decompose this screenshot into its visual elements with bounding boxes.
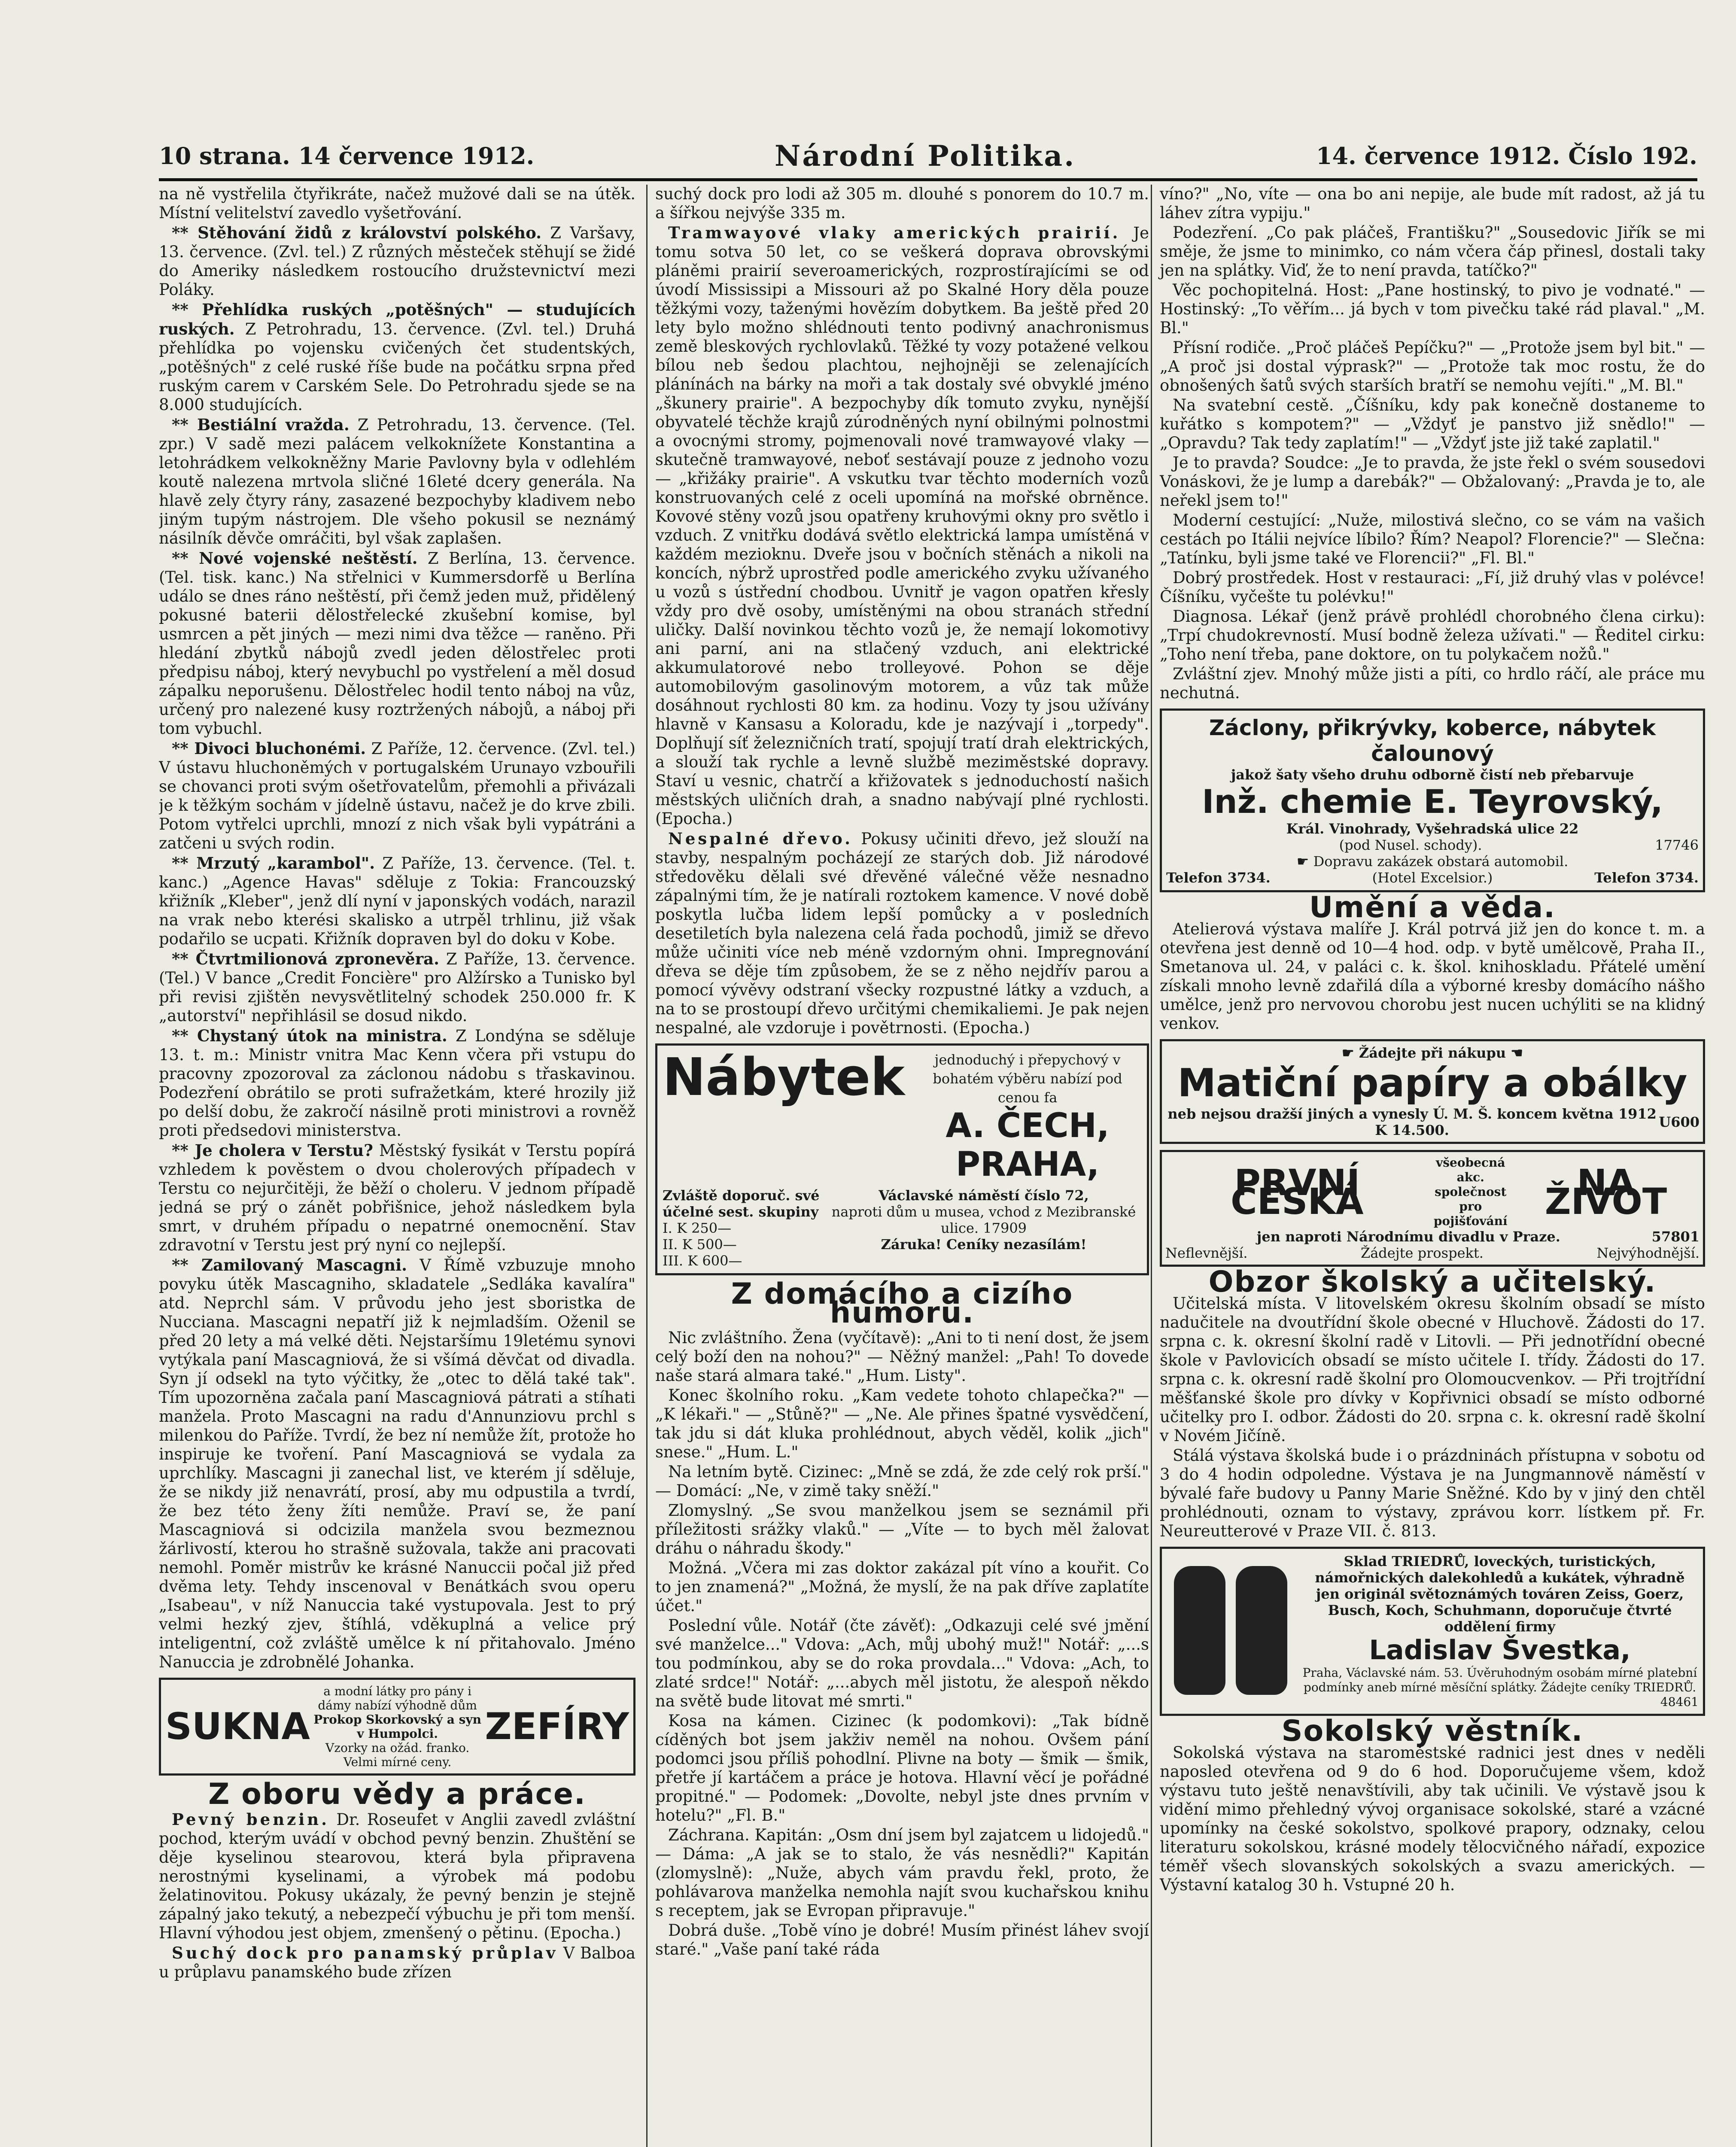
section-title-sokol: Sokolský věstník. <box>1281 1714 1584 1748</box>
humor-item: Záchrana. Kapitán: „Osm dní jsem byl zajatcem u lidojedů." — Dáma: „A jak se to stalo, že vás nesnědli?" Kapitán (zlomyslně): „Nuže, abych vám pravdu řekl, proto, že pohlávarova manželka nemohla najít svou kuchařskou knihu s receptem, jak se Evropan připravuje." <box>655 1826 1149 1920</box>
article-head: ** Mrzutý „karambol". <box>172 854 375 873</box>
section-title-obzor: Obzor školský a učitelský. <box>1208 1265 1657 1299</box>
article-text: Z Berlína, 13. července. (Tel. tisk. kanc.) Na střelnici v Kummersdorfě u Berlína událo se dnes ráno neštěstí, při čemž jeden muž, přidělený pokusné baterii dělostřelecké zkušební komise, byl usmrcen a pět jiných — mezi nimi dva těžce — raněno. Při hledání zbytků nábojů zvedl jeden dělostřelec proti předpisu náboj, který nevybuchl po vystřelení a měl dosud zápalku neporušenu. Dělostřelec hodil tento náboj na vůz, určený pro nalezené kusy roztržených nábojů, a náboj při tom vybuchl. <box>159 549 635 738</box>
article-text: Učitelská místa. V litovelském okresu školním obsadí se místo nadučitele na dvoutřídní škole obecné v Hluchově. Žádosti do 17. srpna c. k. okresní školní radě v Litovli. — Při jednotřídní obecné škole v Pavlovicích obsadí se místo učitele I. třídy. Žádosti do 17. srpna c. k. okresní radě školní pro Olomoucvenkov. — Při trojtřídní měšťanské škole pro dívky v Kopřivnici obsadí se místo odborné učitelky pro I. odbor. Žádosti do 20. srpna c. k. okresní radě školní v Novém Jičíně. <box>1160 1294 1705 1445</box>
section-title-veda: Z oboru vědy a práce. <box>208 1777 586 1811</box>
ad-nabytek-top-text: jednoduchý i přepychový v bohatém výběru nabízí pod cenou fa <box>933 1052 1122 1106</box>
humor-list <box>655 1329 1149 1959</box>
humor-item: Kosa na kámen. Cizinec (k podomkovi): „Tak bídně cíděných bot jsem jakživ neměl na nohou. Ovšem pání podomci jsou příliš pohodlní. Plivne na boty — šmik — šmik, přetře jí kartáčem a práce je hotova. Hlavní věcí je pořádné propitné." — Podomek: „Dovolte, nebyl jste dnes prvním v hotelu?" „Fl. B." <box>655 1712 1149 1825</box>
ad-teyrovsky-num: 17746 <box>1655 837 1699 853</box>
ad-nabytek-bottom <box>663 1187 1142 1269</box>
article <box>159 300 635 414</box>
ad-sukna-line: Vzorky na ožád. franko. <box>325 1741 470 1755</box>
article-text: Z Paříže, 12. července. (Zvl. tel.) V ústavu hluchoněmých v portugalském Urunayo vzbouřili se chovanci proti svým ošetřovatelům, přemohli a přivázali je k těžkým sochám v jídelně ústavu, načež je do krve zbili. Potom vytřelci uprchli, mnozí z nich však byli vypátráni a zatčeni u svých rodin. <box>159 739 635 852</box>
article-text: Stálá výstava školská bude i o prázdninách přístupna v sobotu od 3 do 4 hodin odpoledne. Výstava je na Jungmannově náměstí v bývalé faře budovy u Panny Marie Sněžné. Kdo by v jiný den chtěl prohlédnouti, oznam to výstavy, zprávou korr. lístkem př. Fr. Neureutterové v Praze VII. č. 813. <box>1160 1446 1705 1540</box>
article-head: ** Bestiální vražda. <box>172 415 350 434</box>
ad-teyrovsky-addr: Král. Vinohrady, Vyšehradská ulice 22 <box>1286 821 1579 837</box>
ad-nabytek-address <box>826 1187 1142 1253</box>
humor-item: Moderní cestující: „Nuže, milostivá slečno, co se vám na vašich cestách po Itálii nejvíce líbilo? Řím? Neapol? Florencie?" — Slečna: „Tatínku, byli jsme také ve Florencii?" „Fl. Bl." <box>1160 511 1705 567</box>
humor-item: Nic zvláštního. Žena (vyčítavě): „Ani to ti není dost, že jsem celý boží den na nohou?" — Něžný manžel: „Pah! To dovede naše stará almara také." „Hum. Listy". <box>655 1329 1149 1385</box>
binoculars-icon <box>1166 1553 1295 1695</box>
ad-sukna <box>159 1678 635 1776</box>
ad-sukna-firm: Prokop Skorkovský a syn <box>313 1712 482 1727</box>
ad-prvni-ceska-l2: Žádejte prospekt. <box>1360 1245 1484 1261</box>
ad-prvni-ceska-l1: Neflevnější. <box>1165 1245 1248 1261</box>
article-head: ** Chystaný útok na ministra. <box>172 1026 447 1045</box>
ad-teyrovsky-head: Záclony, přikrývky, koberce, nábytek čalounový <box>1209 715 1656 766</box>
header-right: 14. července 1912. Číslo 192. <box>1316 142 1697 170</box>
article-head: Suchý dock pro panamský průplav <box>172 1943 558 1962</box>
ad-nabytek-firm: A. ČECH, PRAHA, <box>946 1107 1110 1184</box>
humor-item: Na svatební cestě. „Číšníku, kdy pak konečně dostaneme to kuřátko s kompotem?" — „Vždyť je panstvo již snědlo!" — „Opravdu? Tak tedy zaplatím!" — „Vždyť jste již také zaplatil." <box>1160 396 1705 452</box>
ad-teyrovsky-addr2: (pod Nusel. schody). <box>1339 837 1482 853</box>
article-text: V Balboa u průplavu panamského bude zřízen <box>159 1944 635 1981</box>
page-header <box>159 133 1697 181</box>
article <box>159 949 635 1025</box>
ad-nabytek-price: III. K 600— <box>663 1253 742 1269</box>
ad-prvni-ceska-foot <box>1165 1245 1700 1261</box>
article <box>655 223 1149 828</box>
article <box>159 549 635 738</box>
article-head: Tramwayové vlaky amerických prairií. <box>668 223 1121 242</box>
article-head: ** Stěhování židů z království polského. <box>172 223 541 242</box>
article <box>159 415 635 548</box>
article-text: Z Paříže, 13. července. (Tel.) V bance „Credit Foncière" pro Alžírsko a Tunisko byl při revisi zjištěn nevysvětlitelný schodek 250.000 fr. K „autorství" nepřihlásil se dosud nikdo. <box>159 950 635 1025</box>
article-source: (Epocha.) <box>655 809 733 828</box>
article-text: Dr. Roseufet v Anglii zavedl zvláštní pochod, kterým uvádí v obchod pevný benzin. Zhuštění se děje kyselinou stearovou, která byla připravena nerostnými kyselinami, a výrobek má podobu želatinovitou. Pokusy ukázaly, že pevný benzin je stejně zápalný jako tekutý, a nebezpečí výbuchu je při tom menší. Hlavní výhodou jest objem, zmenšený o pětinu. <box>159 1810 635 1942</box>
ad-nabytek-price: I. K 250— <box>663 1220 732 1236</box>
pointing-hand-icon: ☚ <box>1511 1045 1523 1061</box>
article-head: ** Je cholera v Terstu? <box>172 1141 373 1160</box>
ad-triedro <box>1160 1547 1705 1716</box>
ad-teyrovsky-sub: jakož šaty všeho druhu odborně čistí neb přebarvuje <box>1231 766 1634 783</box>
article-text: Z Petrohradu, 13. července. (Zvl. tel.) Druhá přehlídka po vojensku cvičených čet studentských, „potěšných" z celé ruské říše bude na počátku srpna před ruským carem v Carském Sele. Do Petrohradu sjede se na 8.000 studujících. <box>159 320 635 414</box>
humor-item: Poslední vůle. Notář (čte závěť): „Odkazuji celé své jmění své manželce..." Vdova: „Ach, můj ubohý muž!" Notář: „...s tou podmínkou, aby se do roka provdala..." Vdova: „Ach, to zlaté srdce!" Notář: „...abych měl jistotu, že alespoň někdo na světě bude litovat mé smrti." <box>655 1616 1149 1710</box>
article-text: Atelierová výstava malíře J. Král potrvá již jen do konce t. m. a otevřena jest denně od 10—4 hod. odp. v bytě umělcově, Praha II., Smetanova ul. 24, v paláci c. k. škol. knihoskladu. Přátelé umění získali mnoho levně zdařilá díla a výborné kresby domácího nášho umělce, jenž pro nervovou chorobu jest nucen uchýliti se na klidný venkov. <box>1160 920 1705 1033</box>
ad-prvni-ceska <box>1160 1150 1705 1267</box>
article-head: Pevný benzin. <box>172 1810 329 1829</box>
ad-maticni <box>1160 1039 1705 1144</box>
ad-prvni-ceska-l3: Nejvýhodnější. <box>1596 1245 1700 1261</box>
pointing-hand-icon: ☛ <box>1342 1045 1354 1061</box>
article <box>655 829 1149 1037</box>
ad-triedro-name: Ladislav Švestka, <box>1369 1634 1631 1666</box>
article-text: Z Londýna se sděluje 13. t. m.: Ministr vnitra Mac Kenn včera při vstupu do pracovny zpozoroval za záclonou nádobu s třaskavinou. Podezření obrátilo se proti sufražetkám, které hrozily již po delší dobu, že zakročí násilně proti ministrovi a rovněž proti předsedovi ministerstva. <box>159 1027 635 1140</box>
ad-nabytek-prices <box>663 1187 826 1269</box>
masthead: Národní Politika. <box>775 139 1076 173</box>
humor-item: Je to pravda? Soudce: „Je to pravda, že jste řekl o svém sousedovi Vonáskovi, že je lump a darebák?" — Obžalovaný: „Pravda je to, ale neřekl jsem to!" <box>1160 453 1705 510</box>
ad-nabytek-phone: 17909 <box>983 1220 1027 1236</box>
ad-maticni-top-text: Žádejte při nákupu <box>1359 1045 1506 1061</box>
ad-prvni-ceska-left: PRVNÍ ČESKÁ <box>1230 1162 1364 1223</box>
ad-maticni-big: Matiční papíry a obálky <box>1177 1061 1687 1106</box>
ad-maticni-sub: neb nejsou dražší jiných a vynesly Ú. M. Š. koncem května 1912 K 14.500. <box>1167 1106 1657 1138</box>
humor-item: Na letním bytě. Cizinec: „Mně se zdá, že zde celý rok prší." — Domácí: „Ne, v zimě taky sněží." <box>655 1463 1149 1500</box>
article-text: V Římě vzbuzuje mnoho povyku útěk Mascagniho, skladatele „Sedláka kavalíra" atd. Neprchl sám. V průvodu jeho jest sboristka de Nucciana. Mascagni nepatří již k nejmladším. Oženil se před 20 lety a má velké děti. Nejstaršímu 19letému synovi vytýkala paní Mascagniová, že si všímá děvčat od divadla. Syn jí odsekl na tyto výčitky, že „otec to dělá také tak". Tím upozorněna začala paní Mascagniová pátrati a stíhati manžela. Proto Mascagni na radu d'Annunziovu prchl s milenkou do Paříže. Tvrdí, že bez ní nemůže žít, protože ho inspiruje ke tvoření. Paní Mascagniová se vydala za uprchlíky. Mascagni ji zanechal list, ve kterém jí sděluje, že se nikdy již nenavrátí, prosí, aby mu odpustila a tvrdí, že bez této ženy žíti nemůže. Praví se, že paní Mascagniová si odcizila manžela svou bezmeznou žárlivostí, kterou ho strašně sužovala, takže ani pracovati nemohl. Poměr mistrův ke krásné Nanuccii počal již před dvěma lety. Tehdy inscenoval v Benátkách svou operu „Isabeau", v níž Nanuccia také vystupovala. Jest to prý velmi hezký zjev, štíhlá, vděkuplná a velice prý inteligentní, což zvláště umělce k ní přitahovalo. Jméno Nanuccia je zdrobnělé Johanka. <box>159 1256 635 1671</box>
humor-item: Dobrý prostředek. Host v restauraci: „Fí, již druhý vlas v polévce! Číšníku, vyčešte tu polévku!" <box>1160 569 1705 606</box>
ad-teyrovsky-phone-right: Telefon 3734. <box>1594 870 1699 886</box>
ad-prvni-ceska-sub-row <box>1165 1229 1700 1245</box>
article-text: Je tomu sotva 50 let, co se veškerá doprava obrovskými pláněmi prairií severoamerických, rozprostírajícími se od úvodí Mississipi a Missouri až po Skalné Hory děla pouze těžkými vozy, taženými hovězím dobytkem. Ba ještě před 20 lety bylo možno shlédnouti tento podivný anachronismus země bleskových rychlovlaků. Těžké ty vozy potažené velkou bílou neb šedou plachtou, nejhojněji se zelenajících plánínách na bárky na moři a tak dostaly své obvyklé jméno „škunery prairie". A bezpochyby dík tomuto zvyku, nynější obyvatelé těchže krajů zúrodněných nyní obilnými polnostmi a ovocnými stromy, pojmenovali nové tramwayové vlaky — skutečně tramwayové, neboť sestávají pouze z jednoho vozu — „křižáky prairie". A vskutku tvar těchto moderních vozů konstruovaných celé z oceli upomíná na mořské obrněnce. Kovové stěny vozů jsou opatřeny kruhovými okny pro světlo i vzduch. Z vnitřku dodává světlo elektrická lampa umístěná v každém mezioknu. Dveře jsou v bočních stěnách a nikoli na koncích, nýbrž uprostřed podle amerického zvyku užívaného u vozů s ústřední chodbou. Uvnitř je vagon opatřen křesly vždy pro dvě osoby, umístěnými na obou stranách střední uličky. Další novinkou těchto vozů je, že nemají lokomotivy ani parní, ani na stlačený vzduch, ani elektrické akkumulatorové nebo trolleyové. Pohon se děje automobilovým gasolinovým motorem, a vůz tak může dosáhnout rychlosti 80 km. za hodinu. Vozy ty jsou užívány hlavně v Kansasu a Koloradu, kde je nazývají i „torpedy". Doplňují síť železničních tratí, spojují tratí drah elektrických, a slouží tak rychle a levně službě meziměstské dopravy. Staví u vesnic, chatrčí a křižovatek s jednoduchostí našich městských uličních drah, a snadno nabývají plné rychlosti. <box>655 224 1149 809</box>
ad-prvni-ceska-top <box>1165 1156 1700 1229</box>
humor-item: Věc pochopitelná. Host: „Pane hostinský, to pivo je vodnaté." — Hostinský: „To věřím... já bych v tom pivečku také rád plaval." „M. Bl." <box>1160 281 1705 337</box>
column-1 <box>159 185 635 2147</box>
article <box>159 1810 635 1943</box>
section-title-umeni: Umění a věda. <box>1309 891 1556 924</box>
article-head: ** Zamilovaný Mascagni. <box>172 1256 407 1274</box>
article-head: ** Přehlídka ruských „potěšných" — studujících ruských. <box>159 300 635 338</box>
ad-sukna-line: Velmi mírné ceny. <box>344 1755 452 1769</box>
ad-prvni-ceska-sub: jen naproti Národnímu divadlu v Praze. <box>1256 1229 1560 1245</box>
column-2 <box>646 185 1149 2147</box>
ad-nabytek-price: II. K 500— <box>663 1236 737 1253</box>
article-text: na ně vystřelila čtyřikráte, načež mužové dali se na útěk. Místní velitelství zavedlo vyšetřování. <box>159 185 635 222</box>
humor-item: Zvláštní zjev. Mnohý může jisti a píti, co hrdlo ráčí, ale práce mu nechutná. <box>1160 665 1705 702</box>
humor-item: Konec školního roku. „Kam vedete tohoto chlapečka?" — „K lékaři." — „Stůně?" — „Ne. Ale přines špatné vysvědčení, tak jdu si dát kluka prohlédnout, abych věděl, kolik „jich" snese." „Hum. L." <box>655 1386 1149 1461</box>
ad-prvni-ceska-mid: všeobecná akc. společnost pro pojišťování <box>1433 1156 1508 1228</box>
ad-sukna-right: ZEFÍRY <box>485 1705 629 1748</box>
article-text: Městský fysikát v Terstu popírá vzhledem k pověstem o dvou cholerových případech v Terstu co nejurčitěji, že běží o choleru. V jednom případě jedná se prý o zánět pobřišnice, jehož následkem byla smrt, v druhém případu o nepatrné onemocnění. Stav zdravotní v Terstu jest prý nyní co nejlepší. <box>159 1141 635 1254</box>
article-source: (Epocha.) <box>544 1924 621 1942</box>
ad-nabytek-foot: Záruka! Ceníky nezasílám! <box>881 1236 1087 1253</box>
ad-teyrovsky-phone-left: Telefon 3734. <box>1166 870 1271 886</box>
ad-teyrovsky-phones <box>1166 870 1699 886</box>
article <box>159 223 635 299</box>
ad-sukna-left: SUKNA <box>165 1705 310 1748</box>
ad-prvni-ceska-num: 57801 <box>1651 1229 1700 1245</box>
ad-teyrovsky-transport <box>1166 853 1699 870</box>
ad-nabytek-addr1: Václavské náměstí číslo 72, <box>879 1187 1089 1204</box>
ad-sukna-line: a modní látky pro pány i dámy nabízí výhodně dům <box>318 1684 477 1712</box>
article <box>159 1256 635 1672</box>
article <box>159 1943 635 1982</box>
article-text: Pokusy učiniti dřevo, jež slouží na stavby, nespalným pocházejí ze starých dob. Již národové středověku dělali své dřevěné válečné věže nesnadno zápalnými tím, že je natírali roztokem kamence. V nové době poskytla lučba lidem lepší pomůcky a v posledních desetiletích byla nalezena celá řada pochodů, jimiž se dřevo může učiniti více neb méně vzdorným ohni. Impregnování dřeva se děje tím způsobem, že se z něho nejdřív parou a pomocí vývěvy odstraní všecky rozpustné látky a vzduch, a na to se prostoupí dřevo určitými chemikaliemi. Je pak nejen nespalné, ale vzdoruje i povětrnosti. <box>655 830 1149 1037</box>
column-3 <box>1151 185 1705 2147</box>
ad-teyrovsky-transport-text: Dopravu zakázek obstará automobil. <box>1313 853 1569 870</box>
article <box>159 854 635 949</box>
article-text: Sokolská výstava na staroměstské radnici jest dnes v neděli naposled otevřena od 9 do 6 hod. Doporučujeme všem, kdož výstavu tuto ještě nenavštívili, aby tak učinili. Ve výstavě jsou k vidění mimo přehledný vývoj organisace sokolské, staré a vzácné upomínky na české sokolstvo, spolkové prapory, odznaky, celou literaturu sokolskou, krásné modely tělocvičného nářadí, expozice téměř všech slovanských sokolských a svazu amerických. — Výstavní katalog 30 h. Vstupné 20 h. <box>1160 1743 1705 1894</box>
humor-item: Přísní rodiče. „Proč pláčeš Pepíčku?" — „Protože jsem byl bit." — „A proč jsi dostal výprask?" — „Protože tak moc rostu, že do obnošených šatů svých starších bratří se nemohu vejíti." „M. Bl." <box>1160 338 1705 395</box>
header-left: 10 strana. 14 července 1912. <box>159 142 535 170</box>
ad-nabytek <box>655 1043 1149 1275</box>
humor-item: Možná. „Včera mi zas doktor zakázal pít víno a kouřit. Co to jen znamená?" „Možná, že myslí, že na pak dříve zaplatíte účet." <box>655 1559 1149 1615</box>
ad-maticni-row <box>1165 1106 1700 1138</box>
ad-nabytek-right <box>913 1050 1142 1184</box>
article-text: Z Petrohradu, 13. července. (Tel. zpr.) V sadě mezi palácem velkoknížete Konstantina a letohrádkem velkokněžny Marie Pavlovny byla v odlehlém koutě nalezena mrtvola sličné 16leté dcery generála. Na hlavě zely čtyry rány, zasazené bezpochyby kladivem nebo jiným tupým nástrojem. Dle všeho pokusil se neznámý násilník děvče omráčiti, byl však zaplašen. <box>159 416 635 547</box>
humor-item: víno?" „No, víte — ona bo ani nepije, ale bude mít radost, až já tu láhev zítra vypiju." <box>1160 185 1705 222</box>
ad-teyrovsky-row <box>1166 837 1699 853</box>
article-head: ** Divoci bluchonémi. <box>172 739 366 758</box>
ad-triedro-num: 48461 <box>1660 1695 1699 1709</box>
ad-teyrovsky <box>1160 709 1705 892</box>
ad-nabytek-addr2: naproti dům u musea, vchod z Mezibranské ulice. <box>831 1204 1136 1236</box>
ad-sukna-town: v Humpolci. <box>357 1727 438 1741</box>
article <box>159 1141 635 1255</box>
ad-maticni-top <box>1165 1045 1700 1061</box>
article-head: ** Nové vojenské neštěstí. <box>172 549 418 568</box>
article-head: ** Čtvrtmilionová zpronevěra. <box>172 949 440 968</box>
article-text: suchý dock pro lodi až 305 m. dlouhé s ponorem do 10.7 m. a šířkou nejvýše 335 m. <box>655 185 1149 222</box>
section-title-humor: Z domácího a cizího humoru. <box>731 1277 1073 1330</box>
humor-item: Dobrá duše. „Tobě víno je dobré! Musím přinést láhev svojí staré." „Vaše paní také ráda <box>655 1921 1149 1958</box>
article-text: Z Varšavy, 13. července. (Zvl. tel.) Z různých městeček stěhují se židé do Ameriky následkem rostoucího družstevnictví mezi Poláky. <box>159 224 635 299</box>
article <box>159 739 635 853</box>
humor-continued <box>1160 185 1705 702</box>
ad-maticni-num: U600 <box>1659 1114 1700 1130</box>
ad-triedro-text <box>1301 1553 1699 1709</box>
ad-sukna-middle <box>310 1684 485 1769</box>
ad-teyrovsky-name: Inž. chemie E. Teyrovský, <box>1202 782 1663 821</box>
ad-triedro-addr: Praha, Václavské nám. 53. Úvěruhodným osobám mírné platební podmínky aneb mírné měsíční splátky. Žádejte ceníky TRIEDRŮ. <box>1302 1666 1697 1694</box>
pointing-hand-icon: ☛ <box>1296 853 1309 870</box>
ad-prvni-ceska-right: NA ŽIVOT <box>1544 1162 1667 1223</box>
humor-item: Podezření. „Co pak pláčeš, Františku?" „Sousedovic Jiřík se mi směje, že jsme to minimko, co nám včera čáp přinesl, dostali taky jen na splátky. Viď, že to není pravda, tatíčko?" <box>1160 223 1705 280</box>
article <box>159 1026 635 1140</box>
article-text: Z Paříže, 13. července. (Tel. t. kanc.) „Agence Havas" sděluje z Tokia: Francouzský křižník „Kleber", jenž dlí nyní v japonských vodách, narazil na vrak nebo kterési skalisko a utrpěl trhlinu, již však podařilo se ucpati. Křižník dopraven byl do doku v Kobe. <box>159 854 635 948</box>
ad-nabytek-top <box>663 1050 1142 1184</box>
article-head: Nespalné dřevo. <box>668 829 853 848</box>
ad-teyrovsky-hotel: (Hotel Excelsior.) <box>1372 870 1493 886</box>
ad-nabytek-sub: Zvláště doporuč. své účelné sest. skupiny <box>663 1187 820 1220</box>
humor-item: Diagnosa. Lékař (jenž právě prohlédl chorobného člena cirku): „Trpí chudokrevností. Musí bodně železa užívati." — Ředitel cirku: „Toho není třeba, pane doktore, on tu polykačem nožů." <box>1160 607 1705 663</box>
ad-triedro-l1: Sklad TRIEDRŮ, loveckých, turistických, námořnických dalekohledů a kukátek, výhradně jen originál světoznámých továren Zeiss, Goerz, Busch, Koch, Schuhmann, doporučuje čtvrté oddělení firmy <box>1315 1553 1685 1635</box>
ad-nabytek-big: Nábytek <box>663 1048 905 1107</box>
article-source: (Epocha.) <box>952 1019 1030 1037</box>
humor-item: Zlomyslný. „Se svou manželkou jsem se seznámil při příležitosti srážky vlaků." — „Víte — to bych měl žalovat dráhu o náhradu škody." <box>655 1501 1149 1557</box>
